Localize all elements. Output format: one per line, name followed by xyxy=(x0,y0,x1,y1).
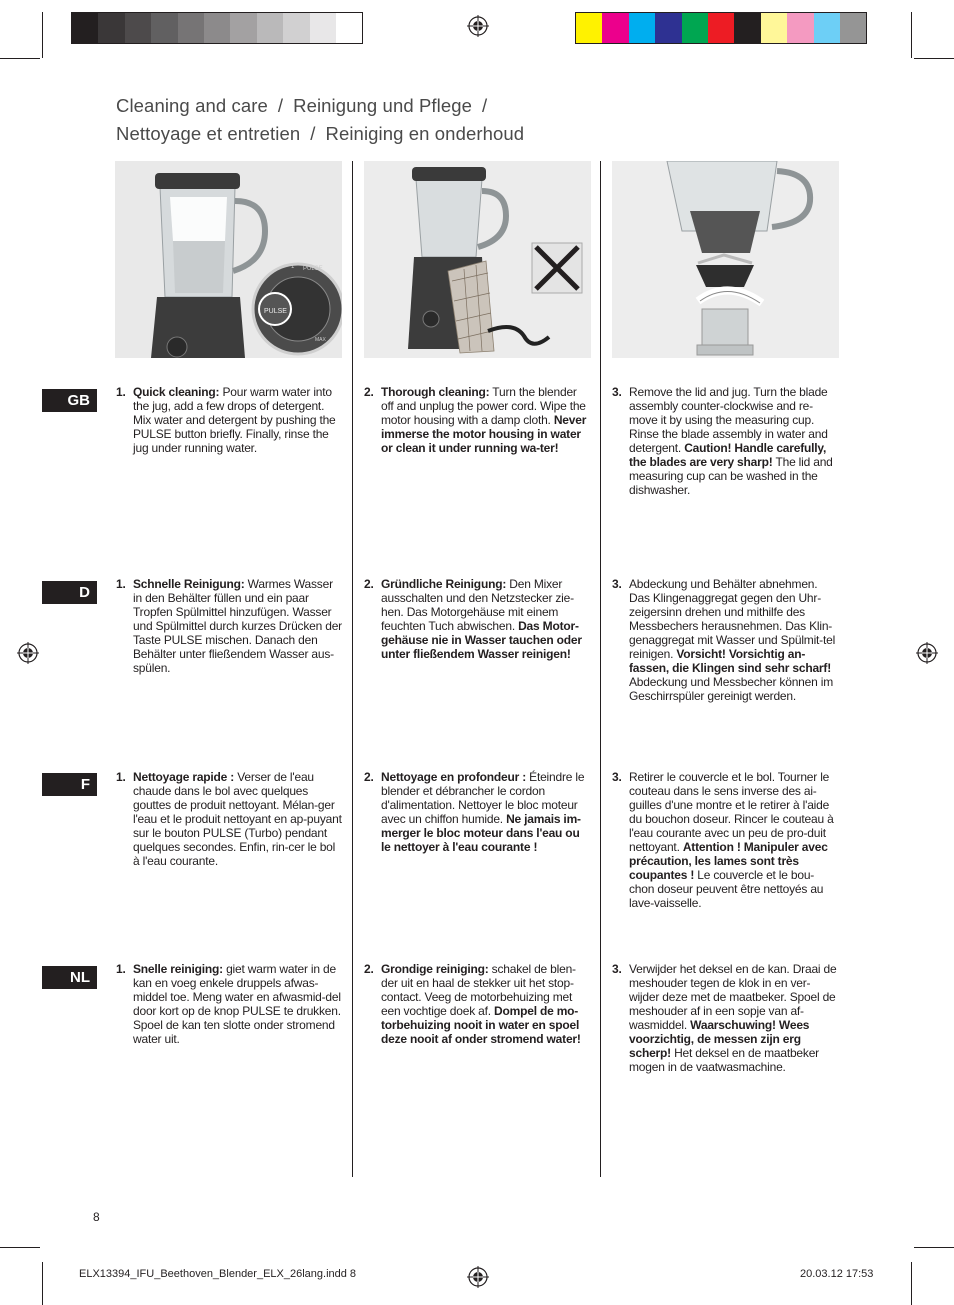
color-swatch xyxy=(257,13,283,43)
step-d-2: 2. Gründliche Reinigung: Den Mixer ausschalten und den Netzstecker zie-hen. Das Motorgehäuse mit einem feuchten Tuch abwischen. Das Motor-gehäuse nie in Wasser tauchen oder unter fließendem Wasser reinigen! xyxy=(364,577,582,661)
photo-quick-cleaning xyxy=(115,161,342,358)
color-swatch xyxy=(98,13,124,43)
pulse-button-label: PULSE xyxy=(264,308,287,315)
color-swatch xyxy=(787,13,813,43)
title-de: Reinigung und Pflege xyxy=(293,95,473,116)
column-divider xyxy=(600,161,601,1177)
step-nl-3: 3. Verwijder het deksel en de kan. Draai de meshouder tegen de klok in en ver-wijder deze met de maatbeker. Spoel de meshouder af in een sopje van af-wasmiddel. Waarschuwing! Wees voorzichtig, de messen zijn erg scherp! Het deksel en de maatbeker mogen in de vaatwasmachine. xyxy=(612,962,837,1074)
title-fr: Nettoyage et entretien xyxy=(116,123,301,144)
step-nl-1: 1. Snelle reiniging: giet warm water in de kan en voeg enkele druppels afwas-middel toe. Meng water en afwasmid-del door kort op de knop PULSE te drukken. Spoel de kan ten slotte onder stromend water uit. xyxy=(116,962,341,1046)
step-d-1: 1. Schnelle Reinigung: Warmes Wasser in den Behälter füllen und ein paar Tropfen Spülmittel hinzufügen. Wasser und Spülmittel durch kurzes Drücken der Taste PULSE mischen. Danach den Behälter unter fließendem Wasser aus-spülen. xyxy=(116,577,342,675)
color-swatch xyxy=(230,13,256,43)
color-swatch xyxy=(310,13,336,43)
color-swatch xyxy=(761,13,787,43)
dial-max-label: MAX xyxy=(315,337,326,343)
registration-mark-icon xyxy=(915,641,939,665)
column-divider xyxy=(352,161,353,1177)
color-swatch xyxy=(708,13,734,43)
gray-color-bar xyxy=(71,12,363,44)
step-f-3: 3. Retirer le couvercle et le bol. Tourner le couteau dans le sens inverse des ai-guilles d'une montre et le retirer à l'aide du bouchon doseur. Rincer le couteau à l'eau courante avec un peu de pro-duit nettoyant. Attention ! Manipuler avec précaution, les lames sont très coupantes ! Le couvercle et le bou-chon doseur peuvent être nettoyés au lave-vaisselle. xyxy=(612,770,834,910)
color-swatch xyxy=(602,13,628,43)
slug-timestamp: 20.03.12 17:53 xyxy=(800,1268,874,1280)
step-gb-1: 1. Quick cleaning: Pour warm water into the jug, add a few drops of detergent. Mix water and detergent by pushing the PULSE button briefly. Finally, rinse the jug under running water. xyxy=(116,385,336,455)
color-swatch xyxy=(629,13,655,43)
page-title-line-1: Cleaning and care / Reinigung und Pflege / xyxy=(116,95,488,116)
title-en: Cleaning and care xyxy=(116,95,268,116)
color-swatch xyxy=(840,13,866,43)
color-swatch xyxy=(178,13,204,43)
step-f-2: 2. Nettoyage en profondeur : Éteindre le blender et débrancher le cordon d'alimentation. Nettoyer le bloc moteur avec un chiffon humide. Ne jamais im-merger le bloc moteur dans l'eau ou le nettoyer à l'eau courante ! xyxy=(364,770,585,854)
color-swatch xyxy=(734,13,760,43)
page-title-line-2: Nettoyage et entretien / Reiniging en onderhoud xyxy=(116,123,525,144)
color-swatch xyxy=(655,13,681,43)
title-nl: Reiniging en onderhoud xyxy=(325,123,525,144)
step-f-1: 1. Nettoyage rapide : Verser de l'eau chaude dans le bol avec quelques gouttes de produit nettoyant. Mélan-ger l'eau et le produit nettoyant en ap-puyant sur le bouton PULSE (Turbo) pendant quelques secondes. Enfin, rin-cer le bol à l'eau courante. xyxy=(116,770,342,868)
color-swatch xyxy=(204,13,230,43)
language-tag-nl: NL xyxy=(42,966,97,989)
process-color-bar xyxy=(575,12,867,44)
page-number: 8 xyxy=(93,1210,100,1224)
step-d-3: 3. Abdeckung und Behälter abnehmen. Das Klingenaggregat gegen den Uhr-zeigersinn drehen und mithilfe des Messbechers herausnehmen. Das Klin-genaggregat mit Wasser und Spülmit-tel reinigen. Vorsicht! Vorsichtig an-fassen, die Klingen sind sehr scharf! Abdeckung und Messbecher können im Geschirrspüler gereinigt werden. xyxy=(612,577,836,703)
registration-mark-icon xyxy=(16,641,40,665)
step-gb-3: 3. Remove the lid and jug. Turn the blade assembly counter-clockwise and re-move it by using the measuring cup. Rinse the blade assembly in water and detergent. Caution! Handle carefully, the blades are very sharp! The lid and measuring cup can be washed in the dishwasher. xyxy=(612,385,833,497)
dial-setting-label: 1 xyxy=(291,264,295,270)
color-swatch xyxy=(151,13,177,43)
color-swatch xyxy=(125,13,151,43)
color-swatch xyxy=(283,13,309,43)
dial-pulse-label: PULSE xyxy=(303,266,323,272)
color-swatch xyxy=(682,13,708,43)
language-tag-f: F xyxy=(42,773,97,796)
step-gb-2: 2. Thorough cleaning: Turn the blender off and unplug the power cord. Wipe the motor housing with a damp cloth. Never immerse the motor housing in water or clean it under running wa-ter! xyxy=(364,385,587,455)
registration-mark-icon xyxy=(466,1265,490,1289)
language-tag-gb: GB xyxy=(42,389,97,412)
registration-mark-icon xyxy=(466,14,490,38)
color-swatch xyxy=(72,13,98,43)
photo-blade-removal xyxy=(612,161,839,358)
step-nl-2: 2. Grondige reiniging: schakel de blen-der uit en haal de stekker uit het stop-contact. Veeg de motorbehuizing met een vochtige doek af. Dompel de mo-torbehuizing nooit in water en spoel deze nooit af onder stromend water! xyxy=(364,962,581,1046)
photo-thorough-cleaning xyxy=(364,161,591,358)
color-swatch xyxy=(576,13,602,43)
language-tag-d: D xyxy=(42,581,97,604)
slug-filename: ELX13394_IFU_Beethoven_Blender_ELX_26lang.indd 8 xyxy=(79,1268,357,1280)
color-swatch xyxy=(336,13,362,43)
color-swatch xyxy=(814,13,840,43)
